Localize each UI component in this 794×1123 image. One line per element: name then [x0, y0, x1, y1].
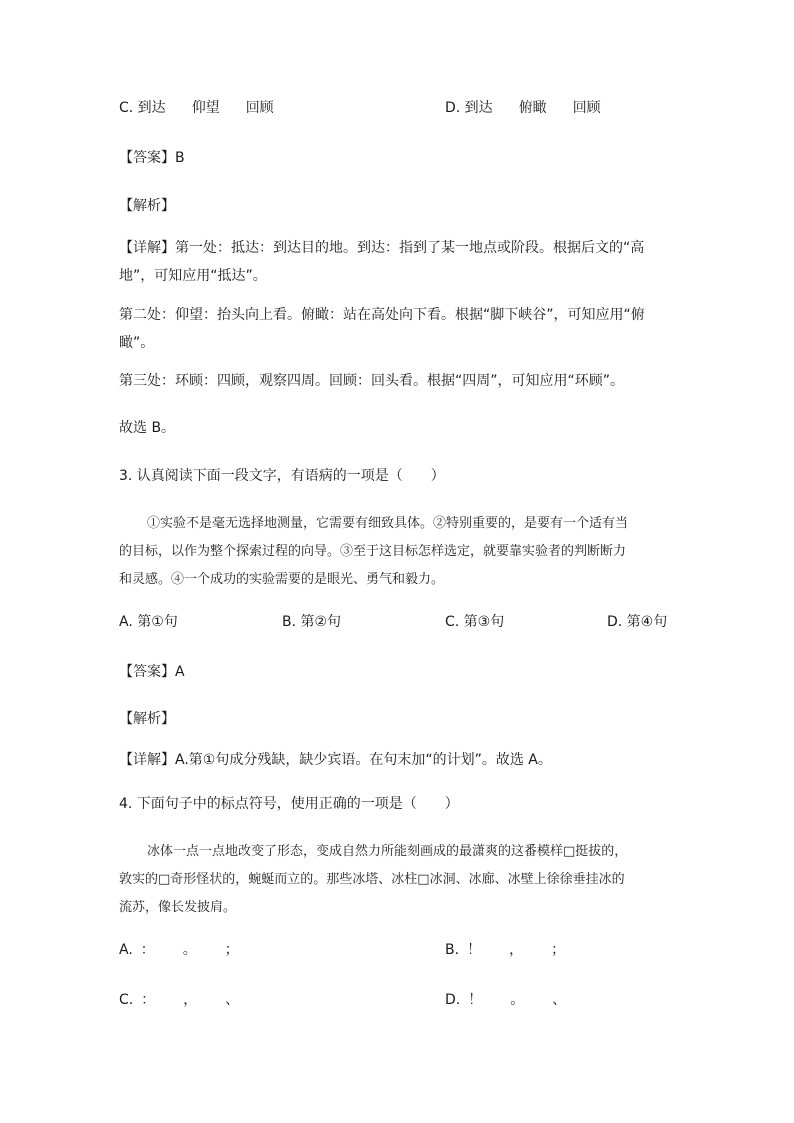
q2-detail-line: 地”，可知应用“抵达”。	[119, 268, 267, 284]
q3-option-d: D. 第④句	[607, 614, 668, 630]
option-punct: 。	[510, 992, 525, 1008]
q4-option-b	[445, 940, 565, 960]
q3-option-c: C. 第③句	[445, 614, 505, 630]
q2-analysis-label: 【解析】	[119, 198, 175, 214]
option-punct: 、	[552, 992, 567, 1008]
passage-line: 冰体一点一点地改变了形态，变成自然力所能刻画成的最潇爽的这番模样□挺拔的，	[147, 844, 628, 859]
q4-stem: 4. 下面句子中的标点符号，使用正确的一项是（ ）	[119, 796, 459, 812]
q4-option-a	[119, 940, 239, 960]
q3-passage	[119, 510, 679, 594]
option-punct: ：	[140, 942, 155, 958]
q2-option-d	[445, 98, 601, 118]
option-letter: C.	[119, 992, 134, 1008]
passage-line: 流苏，像长发披肩。	[119, 900, 237, 915]
q3-option-b: B. 第②句	[282, 614, 342, 630]
q2-option-c-word1: C. 到达	[119, 100, 166, 116]
q2-option-d-word1: D. 到达	[445, 100, 493, 116]
q2-option-c-word2: 仰望	[191, 100, 220, 116]
q2-option-d-word2: 俯瞰	[518, 100, 547, 116]
q4-option-d	[445, 990, 566, 1010]
q2-option-c	[119, 98, 274, 118]
option-punct: 、	[225, 992, 240, 1008]
q2-detail-line: 第三处：环顾：四顾，观察四周。回顾：回头看。根据“四周”，可知应用“环顾”。	[119, 373, 625, 389]
option-punct: ，	[183, 992, 198, 1008]
option-letter: A.	[119, 942, 133, 958]
passage-line: ①实验不是毫无选择地测量，它需要有细致具体。②特别重要的，是要有一个适有当	[147, 516, 629, 531]
answer-value: A	[175, 664, 185, 680]
q3-analysis-label: 【解析】	[119, 711, 175, 727]
q2-answer	[119, 148, 185, 168]
q4-option-c	[119, 990, 239, 1010]
q2-detail-line: 【详解】第一处：抵达：到达目的地。到达：指到了某一地点或阶段。根据后文的“高	[119, 240, 645, 256]
q2-detail-line: 瞰”。	[119, 335, 155, 351]
q2-detail-line: 第二处：仰望：抬头向上看。俯瞰：站在高处向下看。根据“脚下峡谷”，可知应用“俯	[119, 307, 645, 323]
option-punct: ；	[551, 942, 566, 958]
q3-option-a: A. 第①句	[119, 614, 178, 630]
option-punct: ！	[467, 942, 482, 958]
answer-value: B	[175, 150, 185, 166]
option-punct: 。	[182, 942, 197, 958]
q3-answer	[119, 662, 185, 682]
q4-passage	[119, 838, 679, 922]
q2-conclusion: 故选 B。	[119, 420, 176, 436]
option-punct: ！	[468, 992, 483, 1008]
option-punct: ；	[224, 942, 239, 958]
q2-option-c-word3: 回顾	[245, 100, 274, 116]
passage-line: 敦实的□奇形怪状的，蜿蜒而立的。那些冰塔、冰柱□冰洞、冰廊、冰壁上徐徐垂挂冰的	[119, 872, 625, 887]
option-punct: ：	[141, 992, 156, 1008]
option-punct: ，	[509, 942, 524, 958]
passage-line: 和灵感。④一个成功的实验需要的是眼光、勇气和毅力。	[119, 572, 445, 587]
option-letter: D.	[445, 992, 461, 1008]
option-letter: B.	[445, 942, 460, 958]
answer-label: 【答案】	[119, 150, 175, 166]
q3-stem: 3. 认真阅读下面一段文字，有语病的一项是（ ）	[119, 468, 445, 484]
answer-label: 【答案】	[119, 664, 175, 680]
q3-detail: 【详解】A.第①句成分残缺，缺少宾语。在句末加“的计划”。故选 A。	[119, 752, 552, 768]
q2-option-d-word3: 回顾	[572, 100, 601, 116]
passage-line: 的目标，以作为整个探索过程的向导。③至于这目标怎样选定，就要靠实验者的判断断力	[119, 544, 627, 559]
